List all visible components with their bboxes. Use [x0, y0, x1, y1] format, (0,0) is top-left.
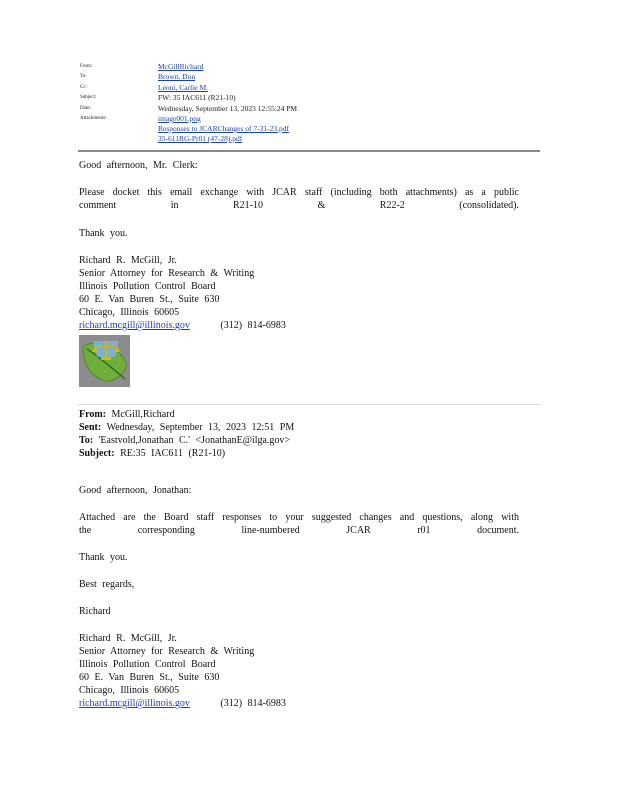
signature-name: Richard R. McGill, Jr.: [79, 255, 177, 266]
signature-org: Illinois Pollution Control Board: [79, 281, 216, 292]
signature-address: 60 E. Van Buren St., Suite 630: [79, 294, 220, 305]
email-link[interactable]: richard.mcgill@illinois.gov: [79, 698, 190, 709]
quoted-header: [79, 408, 519, 460]
cc-label: Cc:: [80, 85, 87, 90]
attachment-link[interactable]: Responses to JCARChanges of 7-31-23.pdf: [158, 124, 290, 133]
to-label: To:: [80, 74, 87, 79]
cc-link[interactable]: Leoni, Carlie M.: [158, 83, 208, 92]
email-link[interactable]: richard.mcgill@illinois.gov: [79, 320, 190, 331]
signature-block: [79, 632, 519, 710]
quoted-subject-label: Subject:: [79, 448, 115, 459]
from-link[interactable]: McGillRichard: [158, 62, 204, 71]
quoted-sent-value: Wednesday, September 13, 2023 12:51 PM: [106, 422, 295, 433]
quoted-subject: [79, 447, 519, 460]
quote-divider: [78, 404, 540, 405]
subject-label: Subject:: [80, 95, 97, 100]
header-divider: [78, 150, 540, 152]
thanks-line: Thank you.: [79, 228, 128, 239]
body-paragraph-line: comment in R21-10 & R22-2 (consolidated).: [79, 200, 519, 211]
signature-contact: [79, 319, 519, 332]
greeting: Good afternoon, Mr. Clerk:: [79, 160, 198, 171]
sender-name: Richard: [79, 606, 111, 617]
subject-value: FW: 35 IAC611 (R21-10): [158, 93, 236, 102]
quoted-from-value: McGill,Richard: [111, 409, 175, 420]
signature-org: Illinois Pollution Control Board: [79, 659, 216, 670]
body-paragraph-line: the corresponding line-numbered JCAR r01 document.: [79, 525, 519, 536]
regards-line: Best regards,: [79, 579, 135, 590]
greeting: Good afternoon, Jonathan:: [79, 485, 192, 496]
date-label: Date:: [80, 106, 91, 111]
quoted-subject-value: RE:35 IAC611 (R21-10): [120, 448, 226, 459]
quoted-to-value: 'Eastvold,Jonathan C.' <JonathanE@ilga.gov>: [98, 435, 291, 446]
signature-contact: [79, 697, 519, 710]
body-paragraph: [79, 511, 519, 537]
quoted-sent: [79, 421, 519, 434]
body-paragraph-line: Please docket this email exchange with JCAR staff (including both attachments) as a public: [79, 187, 519, 198]
to-link[interactable]: Brown, Don: [158, 72, 196, 81]
leaf-logo-icon: [79, 335, 130, 387]
body-paragraph: [79, 186, 519, 212]
thanks-line: Thank you.: [79, 552, 128, 563]
body-paragraph-line: Attached are the Board staff responses to your suggested changes and questions, along with: [79, 512, 519, 523]
attachments-label: Attachments:: [80, 116, 107, 121]
board-logo-image: [79, 335, 130, 387]
signature-address: 60 E. Van Buren St., Suite 630: [79, 672, 220, 683]
signature-block: [79, 254, 519, 332]
signature-title: Senior Attorney for Research & Writing: [79, 646, 255, 657]
quoted-to-label: To:: [79, 435, 94, 446]
from-label: From:: [80, 64, 93, 69]
signature-city: Chicago, Illinois 60605: [79, 307, 180, 318]
phone-number: (312) 814-6983: [220, 698, 286, 709]
attachment-link[interactable]: 35-611RG-Pr01 (47-28).pdf: [158, 134, 243, 143]
quoted-sent-label: Sent:: [79, 422, 102, 433]
quoted-to: [79, 434, 519, 447]
date-value: Wednesday, September 13, 2023 12:55:24 PM: [158, 104, 298, 113]
signature-name: Richard R. McGill, Jr.: [79, 633, 177, 644]
quoted-from: [79, 408, 519, 421]
signature-title: Senior Attorney for Research & Writing: [79, 268, 255, 279]
quoted-from-label: From:: [79, 409, 107, 420]
attachment-link[interactable]: image001.png: [158, 114, 201, 123]
phone-number: (312) 814-6983: [220, 320, 286, 331]
signature-city: Chicago, Illinois 60605: [79, 685, 180, 696]
